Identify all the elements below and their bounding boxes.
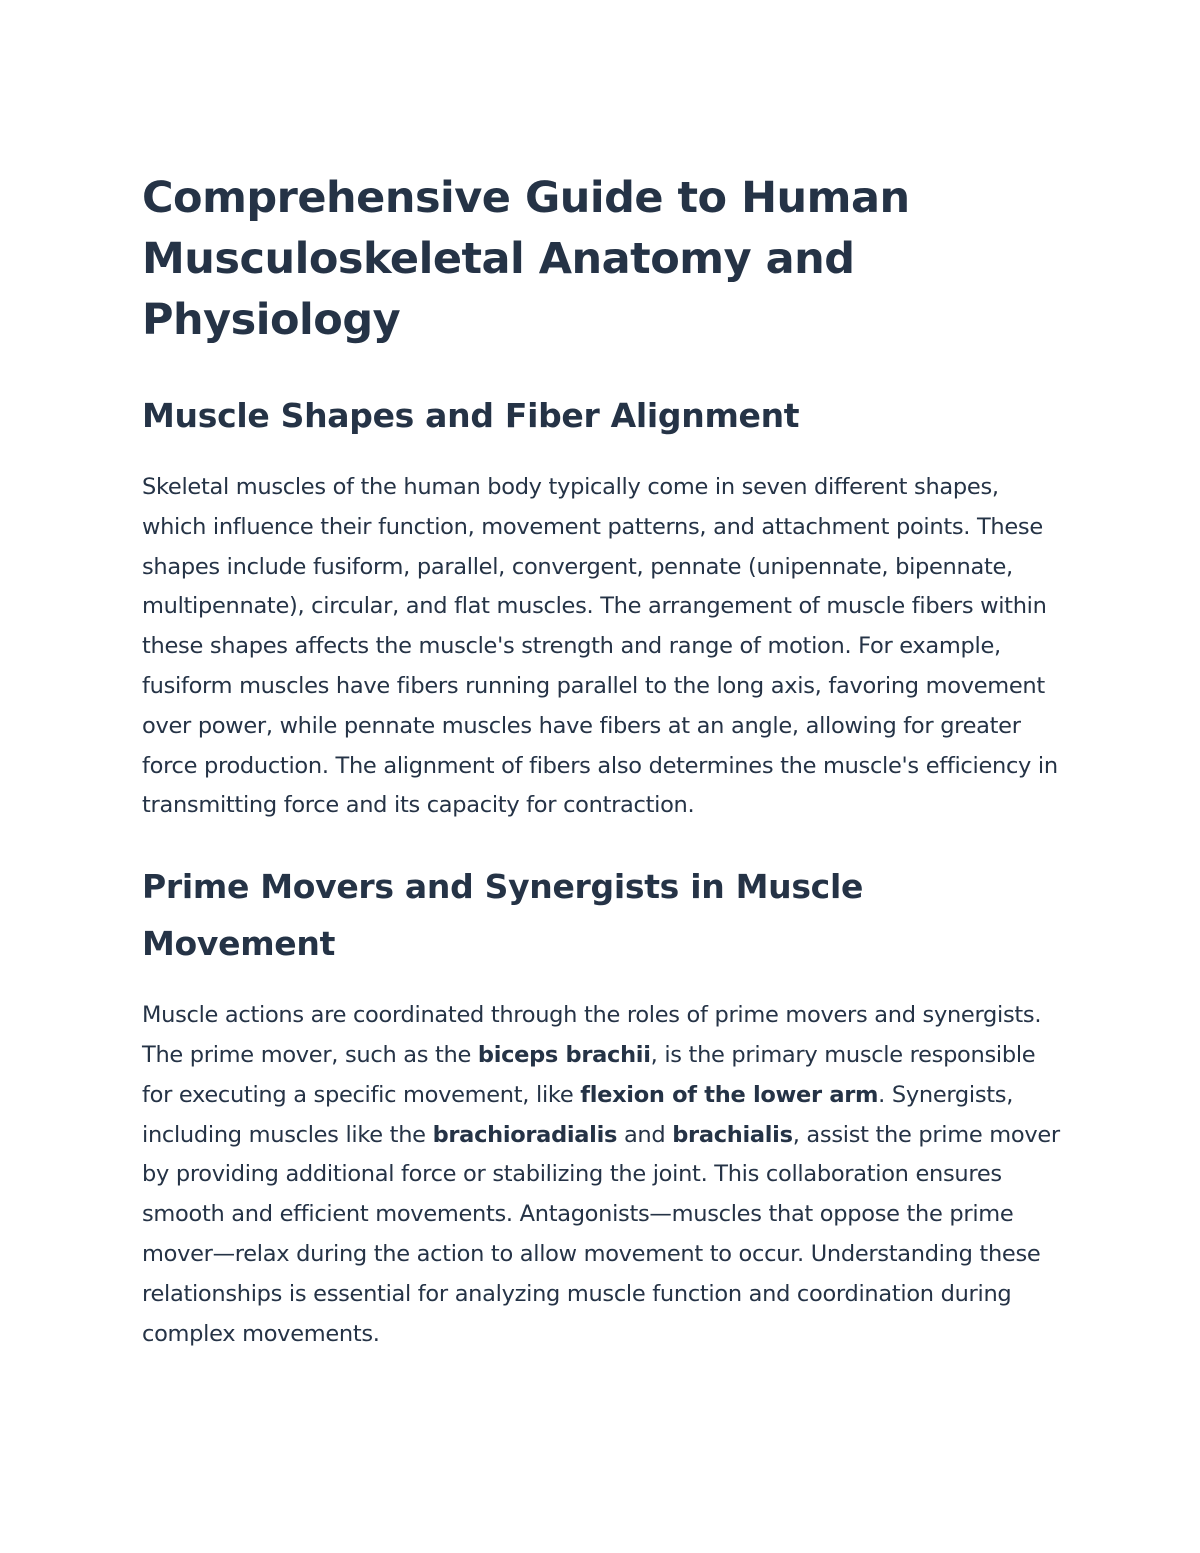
text-segment: , is the primary muscle responsible for executing a specific movement, like (142, 1041, 1036, 1108)
text-segment: Muscle actions are coordinated through the roles of prime movers and synergists. The prime mover, such as the (142, 1002, 1042, 1068)
document-page (142, 168, 1067, 1354)
text-segment: , assist the prime mover by providing additional force or stabilizing the joint. This collaboration ensures smooth and efficient movements. Antagonists—muscles that oppose the prime mover—relax during the action to allow movement to occur. Understanding these relationships is essential for analyzing muscle function and coordination during complex movements. (142, 1121, 1060, 1347)
bold-term-brachioradialis: brachioradialis (432, 1121, 618, 1148)
bold-term-biceps-brachii: biceps brachii (477, 1041, 651, 1068)
bold-term-brachialis: brachialis (672, 1121, 793, 1148)
text-segment: . Synergists, including muscles like the (142, 1081, 1014, 1148)
section-paragraph-prime-movers (142, 996, 1067, 1354)
section-paragraph-muscle-shapes: Skeletal muscles of the human body typically come in seven different shapes, which influence their function, movement patterns, and attachment points. These shapes include fusiform, parallel, convergent, pennate (unipennate, bipennate, multipennate), circular, and flat muscles. The arrangement of muscle fibers within these shapes affects the muscle's strength and range of motion. For example, fusiform muscles have fibers running parallel to the long axis, favoring movement over power, while pennate muscles have fibers at an angle, allowing for greater force production. The alignment of fibers also determines the muscle's efficiency in transmitting force and its capacity for contraction. (142, 474, 1058, 819)
bold-term-flexion-lower-arm: flexion of the lower arm (580, 1081, 879, 1108)
section-heading-muscle-shapes: Muscle Shapes and Fiber Alignment (142, 396, 800, 435)
document-title: Comprehensive Guide to Human Musculoskeletal Anatomy and Physiology (142, 173, 910, 345)
section-heading-prime-movers: Prime Movers and Synergists in Muscle Movement (142, 867, 864, 964)
text-segment: and (617, 1121, 673, 1148)
